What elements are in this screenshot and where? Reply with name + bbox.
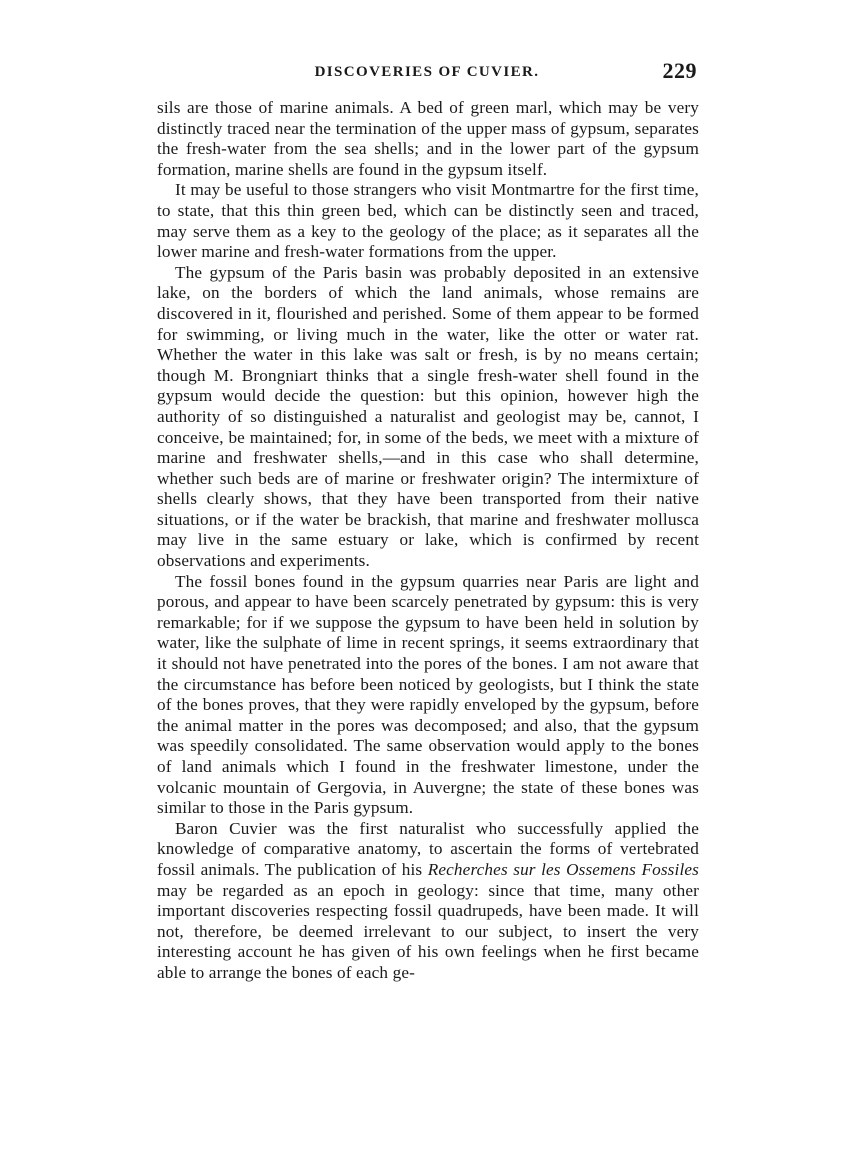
paragraph-montmartre: It may be useful to those strangers who visit Montmartre for the first time, to state, that this thin green bed, which can be distinctly seen and traced, may serve them as a key to the geology of the place; as it separates all the lower marine and fresh-water formations from the upper. xyxy=(157,180,699,262)
running-head-title: DISCOVERIES OF CUVIER. xyxy=(314,64,540,80)
paragraph-text-after-title: may be regarded as an epoch in geology: since that time, many other important discoveries respecting fossil quadrupeds, have been made. It will not, therefore, be deemed irrelevant to our subject, to insert the very interesting account he has given of his own feelings when he first became able to arrange the bones of each ge- xyxy=(157,880,699,982)
book-title-italic: Recherches sur les Ossemens Fossiles xyxy=(427,859,699,879)
paragraph-paris-basin: The gypsum of the Paris basin was probably deposited in an extensive lake, on the borders of which the land animals, whose remains are discovered in it, flourished and perished. Some of them appear to be formed for swimming, or living much in the water, like the otter or water rat. Whether the water in this lake was salt or fresh, is by no means certain; though M. Brongniart thinks that a single fresh-water shell found in the gypsum would decide the question: but this opinion, however high the authority of so distinguished a naturalist and geologist may be, cannot, I conceive, be maintained; for, in some of the beds, we meet with a mixture of marine and freshwater shells,—and in this case who shall determine, whether such beds are of marine or freshwater origin? The intermixture of shells clearly shows, that they have been transported from their native situations, or if the water be brackish, that marine and freshwater mollusca may live in the same estuary or lake, which is confirmed by recent observations and experiments. xyxy=(157,262,699,571)
paragraph-continuation: sils are those of marine animals. A bed of green marl, which may be very distinctly traced near the termination of the upper mass of gypsum, separates the fresh-water from the sea shells; and in the lower part of the gypsum formation, marine shells are found in the gypsum itself. xyxy=(157,98,699,179)
running-head xyxy=(157,58,697,88)
paragraph-fossil-bones: The fossil bones found in the gypsum quarries near Paris are light and porous, and appear to have been scarcely penetrated by gypsum: this is very remarkable; for if we suppose the gypsum to have been held in solution by water, like the sulphate of lime in recent springs, it seems extraordinary that it should not have penetrated into the pores of the bones. I am not aware that the circumstance has before been noticed by geologists, but I think the state of the bones proves, that they were rapidly enveloped by the gypsum, before the animal matter in the pores was decomposed; and also, that the gypsum was speedily consolidated. The same observation would apply to the bones of land animals which I found in the freshwater limestone, under the volcanic mountain of Gergovia, in Auvergne; the state of these bones was similar to those in the Paris gypsum. xyxy=(157,571,699,818)
body-text xyxy=(157,98,699,984)
page-number: 229 xyxy=(662,58,697,83)
paragraph-baron-cuvier xyxy=(157,819,699,984)
paragraph-text-before-title: Baron Cuvier was the first naturalist who successfully applied the knowledge of comparative anatomy, to ascertain the forms of vertebrated fossil animals. The publication of his xyxy=(157,818,699,879)
